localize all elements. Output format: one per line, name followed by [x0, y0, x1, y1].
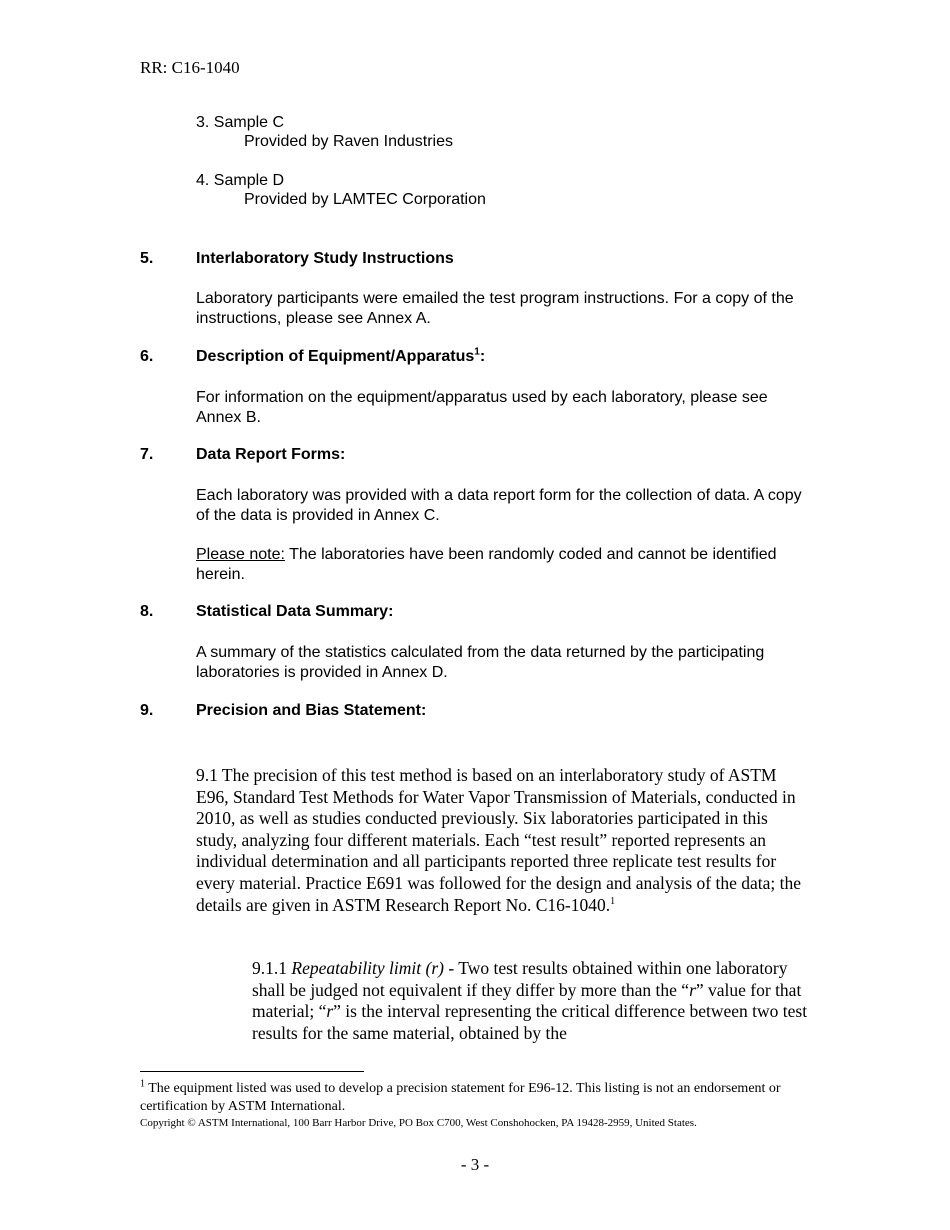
section-body-5: Laboratory participants were emailed the test program instructions. For a copy of the instructions, please see Annex A.: [196, 290, 794, 327]
repeatability-text-a: - Two test results obtained within one laboratory shall be judged not equivalent if they differ by more than the “: [252, 958, 788, 1000]
section-heading-8: [140, 603, 393, 621]
section-body-8: A summary of the statistics calculated from the data returned by the participating laboratories is provided in Annex D.: [196, 644, 765, 681]
footnote-divider: [140, 1071, 364, 1072]
sample-list: [196, 113, 486, 229]
repeatability-paragraph-9-1-1: [252, 958, 812, 1044]
section-title-colon: :: [479, 348, 486, 365]
section-heading-7: [140, 446, 345, 464]
repeatability-text-b: ” value for that material; “: [252, 979, 802, 1022]
section-title: Data Report Forms:: [196, 446, 346, 463]
precision-paragraph-9-1: [196, 765, 811, 916]
section-number: 6.: [140, 348, 154, 365]
section-number: 9.: [140, 702, 154, 719]
section-body-7: Each laboratory was provided with a data report form for the collection of data. A copy of the data is provided in Annex C.: [196, 487, 802, 524]
sample-provider: Provided by Raven Industries: [244, 133, 453, 150]
section-heading-6: [140, 348, 485, 366]
please-note-paragraph: [196, 545, 816, 585]
repeatability-term: Repeatability limit (r): [291, 958, 444, 978]
precision-text: 9.1 The precision of this test method is based on an interlaboratory study of ASTM E96, Standard Test Methods for Water Vapor Transmission of Materials, conducted in 2010, as well as studies conducted previously. Six laboratories participated in this study, analyzing four different materials. Each “test result” reported represents an individual determination and all participants reported three replicate test results for every material. Practice E691 was followed for the design and analysis of the data; the details are given in ASTM Research Report No. C16-1040.: [196, 765, 801, 915]
footnote-ref: 1: [610, 895, 616, 907]
section-body-6: For information on the equipment/apparatus used by each laboratory, please see Annex B.: [196, 389, 768, 426]
subsection-number: 9.1.1: [252, 958, 292, 978]
page-number: - 3 -: [460, 1155, 490, 1174]
footnote-text: The equipment listed was used to develop a precision statement for E96-12. This listing is not an endorsement or certification by ASTM International.: [140, 1081, 781, 1114]
repeatability-text-c: ” is the interval representing the critical difference between two test results for the same material, obtained by the: [252, 1001, 808, 1043]
list-item: [196, 171, 486, 209]
footnote: [140, 1080, 820, 1116]
sample-provider: Provided by LAMTEC Corporation: [244, 191, 486, 208]
section-heading-5: [140, 250, 454, 268]
section-number: 5.: [140, 250, 154, 267]
list-item: [196, 113, 486, 151]
section-title: Interlaboratory Study Instructions: [196, 250, 454, 267]
section-title: Statistical Data Summary:: [196, 603, 394, 620]
section-number: 7.: [140, 446, 154, 463]
footnote-ref: 1: [474, 346, 480, 358]
please-note-body: The laboratories have been randomly coded and cannot be identified herein.: [196, 546, 777, 583]
sample-label: 3. Sample C: [196, 114, 285, 131]
copyright-notice: Copyright © ASTM International, 100 Barr Harbor Drive, PO Box C700, West Conshohocken, PA 19428-2959, United States.: [140, 1117, 697, 1129]
section-heading-9: [140, 702, 426, 720]
footnote-marker: 1: [140, 1078, 145, 1090]
section-title: Description of Equipment/Apparatus: [196, 348, 475, 365]
section-title: Precision and Bias Statement:: [196, 702, 427, 719]
report-id-header: RR: C16-1040: [140, 58, 240, 77]
please-note-label: Please note:: [196, 546, 285, 563]
r-symbol: r: [326, 1001, 334, 1022]
r-symbol: r: [689, 979, 696, 1000]
sample-label: 4. Sample D: [196, 172, 285, 189]
section-number: 8.: [140, 603, 154, 620]
